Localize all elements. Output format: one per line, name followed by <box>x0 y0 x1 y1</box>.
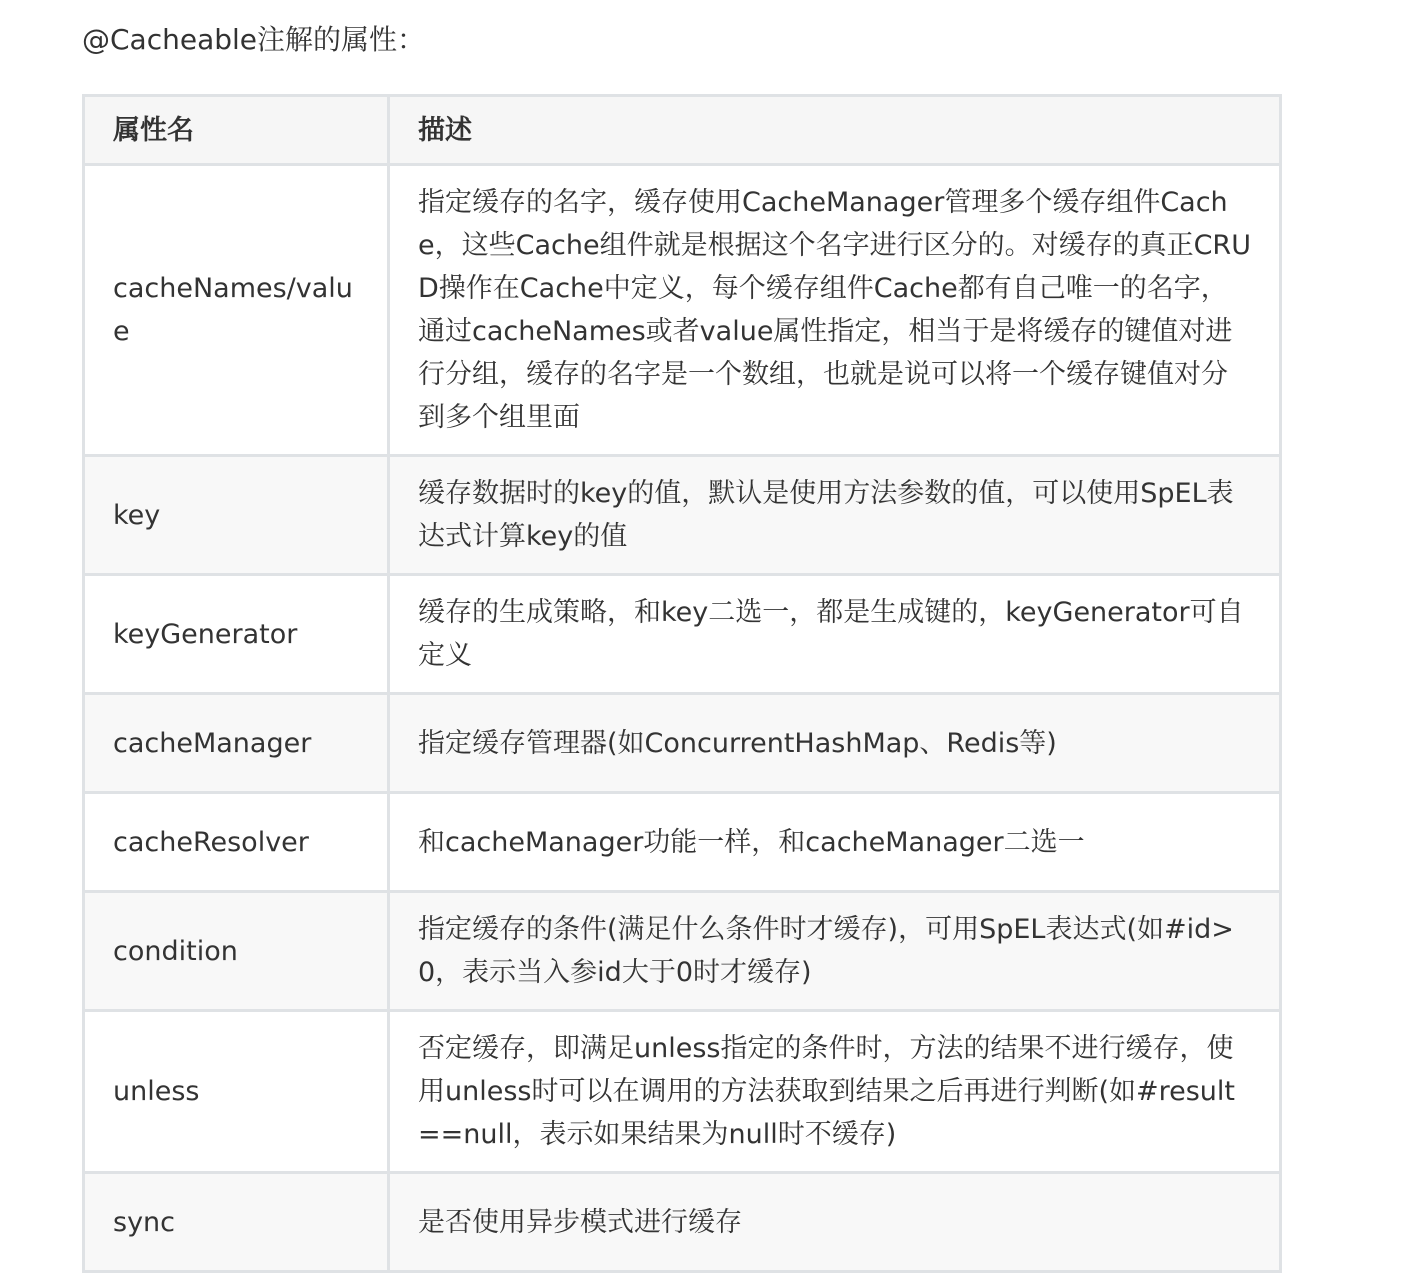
intro-text: @Cacheable注解的属性： <box>82 23 426 56</box>
attribute-name: cacheResolver <box>84 793 389 892</box>
attribute-name: condition <box>84 892 389 1011</box>
table-row <box>84 694 1281 793</box>
attribute-description: 指定缓存的条件(满足什么条件时才缓存)，可用SpEL表达式(如#id>0，表示当入参id大于0时才缓存) <box>389 892 1281 1011</box>
table-row <box>84 892 1281 1011</box>
attribute-name: cacheManager <box>84 694 389 793</box>
table-row <box>84 1011 1281 1173</box>
attribute-description: 是否使用异步模式进行缓存 <box>389 1173 1281 1272</box>
attribute-name: sync <box>84 1173 389 1272</box>
attribute-description: 否定缓存，即满足unless指定的条件时，方法的结果不进行缓存，使用unless时可以在调用的方法获取到结果之后再进行判断(如#result==null，表示如果结果为null时不缓存) <box>389 1011 1281 1173</box>
table-header <box>84 96 1281 165</box>
table-row <box>84 575 1281 694</box>
header-row <box>84 96 1281 165</box>
attribute-name: key <box>84 456 389 575</box>
attributes-table <box>82 94 1282 1273</box>
table-row <box>84 793 1281 892</box>
attribute-description: 缓存的生成策略，和key二选一，都是生成键的，keyGenerator可自定义 <box>389 575 1281 694</box>
table-row <box>84 456 1281 575</box>
table-body <box>84 165 1281 1272</box>
attribute-name: unless <box>84 1011 389 1173</box>
attribute-name: cacheNames/value <box>84 165 389 456</box>
header-attribute-name: 属性名 <box>84 96 389 165</box>
attribute-description: 指定缓存的名字，缓存使用CacheManager管理多个缓存组件Cache，这些Cache组件就是根据这个名字进行区分的。对缓存的真正CRUD操作在Cache中定义，每个缓存组件Cache都有自己唯一的名字，通过cacheNames或者value属性指定，相当于是将缓存的键值对进行分组，缓存的名字是一个数组，也就是说可以将一个缓存键值对分到多个组里面 <box>389 165 1281 456</box>
attribute-name: keyGenerator <box>84 575 389 694</box>
header-description: 描述 <box>389 96 1281 165</box>
attribute-description: 缓存数据时的key的值，默认是使用方法参数的值，可以使用SpEL表达式计算key的值 <box>389 456 1281 575</box>
attribute-description: 指定缓存管理器(如ConcurrentHashMap、Redis等) <box>389 694 1281 793</box>
attribute-description: 和cacheManager功能一样，和cacheManager二选一 <box>389 793 1281 892</box>
table-row <box>84 165 1281 456</box>
table-row <box>84 1173 1281 1272</box>
